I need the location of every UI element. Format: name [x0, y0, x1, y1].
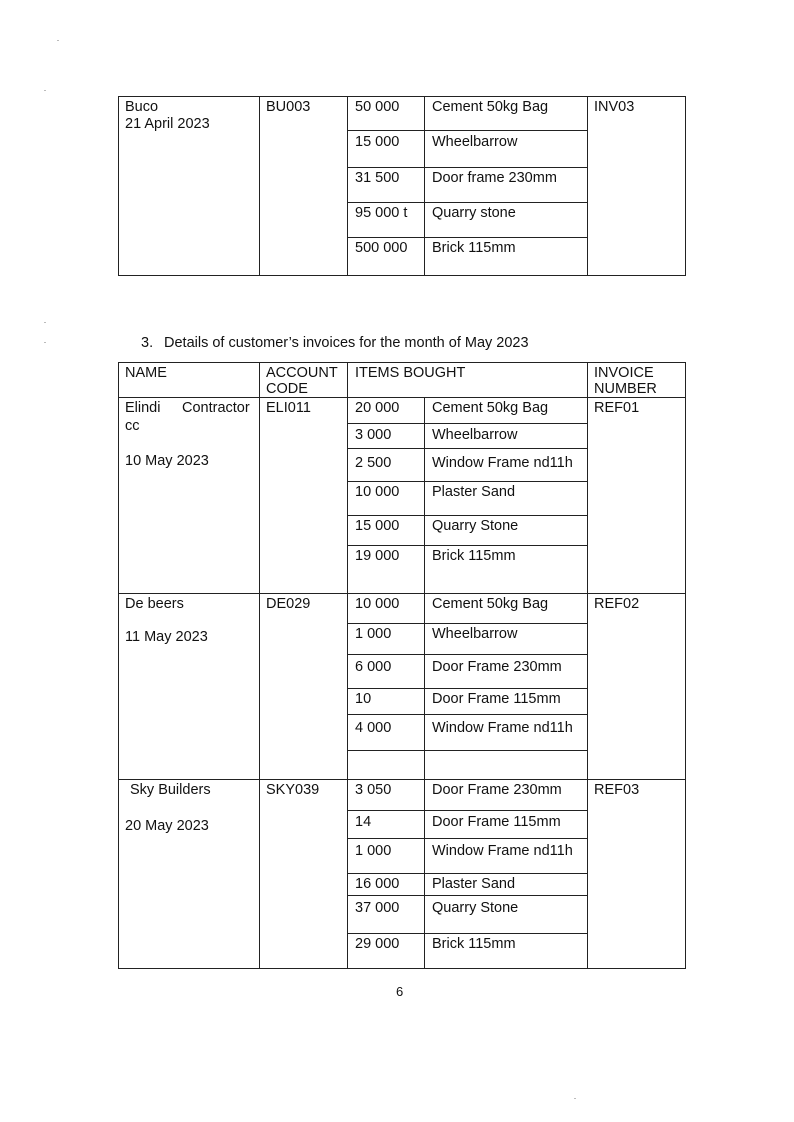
item-desc: Cement 50kg Bag	[432, 400, 549, 416]
scan-speck	[57, 40, 59, 41]
item-desc: Wheelbarrow	[432, 626, 518, 642]
item-desc: Plaster Sand	[432, 876, 516, 892]
account-code: BU003	[266, 99, 311, 115]
item-qty: 1 000	[355, 843, 392, 859]
item-qty: 4 000	[355, 720, 392, 736]
customer-name: Elindi	[125, 400, 161, 416]
item-desc: Plaster Sand	[432, 484, 516, 500]
item-desc: Quarry stone	[432, 205, 516, 221]
item-qty: 95 000 t	[355, 205, 408, 221]
invoice-date: 21 April 2023	[125, 116, 210, 132]
header-account: ACCOUNT	[266, 365, 338, 381]
invoice-number: REF01	[594, 400, 640, 416]
item-qty: 29 000	[355, 936, 400, 952]
item-desc: Door Frame 230mm	[432, 659, 562, 675]
header-items-bought: ITEMS BOUGHT	[355, 365, 466, 381]
account-code: SKY039	[266, 782, 320, 798]
item-qty: 2 500	[355, 455, 392, 471]
customer-name: De beers	[125, 596, 184, 612]
section-number: 3.	[141, 335, 154, 351]
item-desc: Door frame 230mm	[432, 170, 557, 186]
scan-speck	[44, 90, 46, 91]
header-invoice: INVOICE	[594, 365, 654, 381]
customer-name: Contractor	[182, 400, 250, 416]
item-qty: 15 000	[355, 134, 400, 150]
item-desc: Cement 50kg Bag	[432, 99, 549, 115]
item-qty: 19 000	[355, 548, 400, 564]
item-qty: 50 000	[355, 99, 400, 115]
section-heading: Details of customer’s invoices for the month of May 2023	[164, 335, 529, 351]
item-qty: 10 000	[355, 596, 400, 612]
item-qty: 6 000	[355, 659, 392, 675]
invoice-date: 11 May 2023	[125, 629, 208, 645]
header-name: NAME	[125, 365, 167, 381]
item-desc: Window Frame nd11h	[432, 843, 573, 859]
customer-name: Buco	[125, 99, 159, 115]
item-desc: Brick 115mm	[432, 936, 516, 952]
item-qty: 16 000	[355, 876, 400, 892]
invoice-date: 20 May 2023	[125, 818, 209, 834]
item-qty: 500 000	[355, 240, 408, 256]
invoice-number: REF02	[594, 596, 640, 612]
item-desc: Window Frame nd11h	[432, 455, 573, 471]
header-account-code: CODE	[266, 381, 308, 397]
item-desc: Window Frame nd11h	[432, 720, 573, 736]
item-desc: Wheelbarrow	[432, 134, 518, 150]
account-code: DE029	[266, 596, 311, 612]
scan-speck	[44, 322, 46, 323]
invoice-date: 10 May 2023	[125, 453, 209, 469]
invoice-number: REF03	[594, 782, 640, 798]
item-qty: 3 000	[355, 427, 392, 443]
item-qty: 1 000	[355, 626, 392, 642]
item-qty: 10 000	[355, 484, 400, 500]
invoice-number: INV03	[594, 99, 635, 115]
scan-speck	[574, 1098, 576, 1099]
item-desc: Brick 115mm	[432, 548, 516, 564]
item-desc: Brick 115mm	[432, 240, 516, 256]
item-desc: Cement 50kg Bag	[432, 596, 549, 612]
item-qty: 31 500	[355, 170, 400, 186]
item-qty: 37 000	[355, 900, 400, 916]
item-qty: 15 000	[355, 518, 400, 534]
header-invoice-number: NUMBER	[594, 381, 657, 397]
item-desc: Door Frame 230mm	[432, 782, 562, 798]
item-qty: 3 050	[355, 782, 392, 798]
item-qty: 10	[355, 691, 372, 707]
customer-name: Sky Builders	[130, 782, 211, 798]
item-desc: Quarry Stone	[432, 900, 519, 916]
item-qty: 14	[355, 814, 372, 830]
page-number: 6	[396, 984, 404, 999]
scan-speck	[44, 342, 46, 343]
item-qty: 20 000	[355, 400, 400, 416]
item-desc: Door Frame 115mm	[432, 814, 561, 830]
item-desc: Quarry Stone	[432, 518, 519, 534]
item-desc: Door Frame 115mm	[432, 691, 561, 707]
item-desc: Wheelbarrow	[432, 427, 518, 443]
customer-name: cc	[125, 418, 140, 434]
account-code: ELI011	[266, 400, 311, 416]
